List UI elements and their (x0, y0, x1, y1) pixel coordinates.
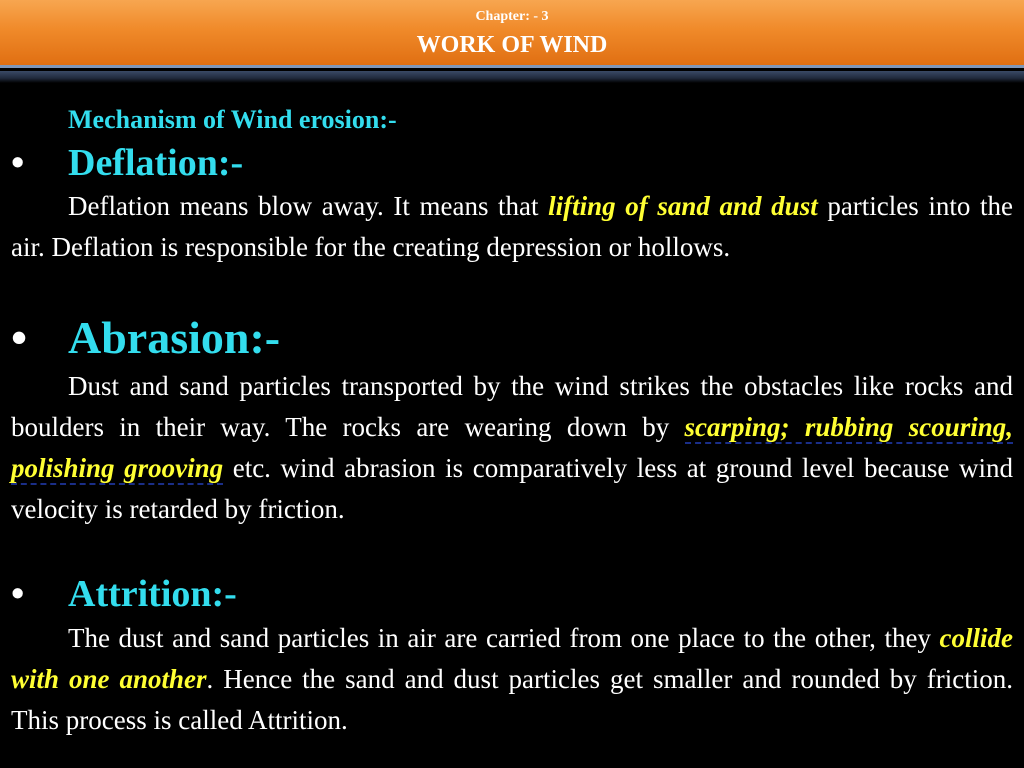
bullet-icon: • (11, 142, 25, 184)
bullet-icon: • (11, 573, 25, 615)
abrasion-text-after: etc. wind abrasion is comparatively less at ground level because wind velocity is retarded by friction. (11, 453, 1013, 524)
attrition-heading-text: Attrition:- (68, 573, 237, 615)
abrasion-highlight: scarping; rubbing scouring, polishing grooving (11, 412, 1013, 483)
slide-header (0, 0, 1024, 68)
bullet-icon: • (11, 312, 28, 363)
deflation-paragraph (11, 186, 1013, 310)
attrition-text-after: . Hence the sand and dust particles get smaller and rounded by friction. This process is called Attrition. (11, 664, 1013, 735)
deflation-text-after: particles into the air. Deflation is responsible for the creating depression or hollows. (11, 191, 1013, 262)
deflation-text-before: Deflation means blow away. It means that (68, 191, 549, 221)
deflation-highlight: lifting of sand and dust (548, 191, 818, 221)
attrition-text-before: The dust and sand particles in air are carried from one place to the other, they (68, 623, 940, 653)
attrition-paragraph (11, 618, 1013, 741)
deflation-heading (11, 140, 1013, 186)
chapter-title: WORK OF WIND (416, 32, 608, 58)
mechanism-title: Mechanism of Wind erosion:- (68, 105, 397, 134)
header-divider (0, 71, 1024, 83)
deflation-heading-text: Deflation:- (68, 142, 244, 184)
chapter-label: Chapter: - 3 (475, 9, 549, 24)
abrasion-heading-text: Abrasion:- (68, 312, 281, 363)
attrition-heading (11, 570, 1013, 618)
abrasion-heading (11, 310, 1013, 366)
slide-content (11, 100, 1013, 741)
abrasion-text-before: Dust and sand particles transported by the wind strikes the obstacles like rocks and boulders in their way. The rocks are wearing down by (11, 371, 1013, 442)
abrasion-paragraph (11, 366, 1013, 570)
attrition-highlight: collide with one another (11, 623, 1013, 694)
